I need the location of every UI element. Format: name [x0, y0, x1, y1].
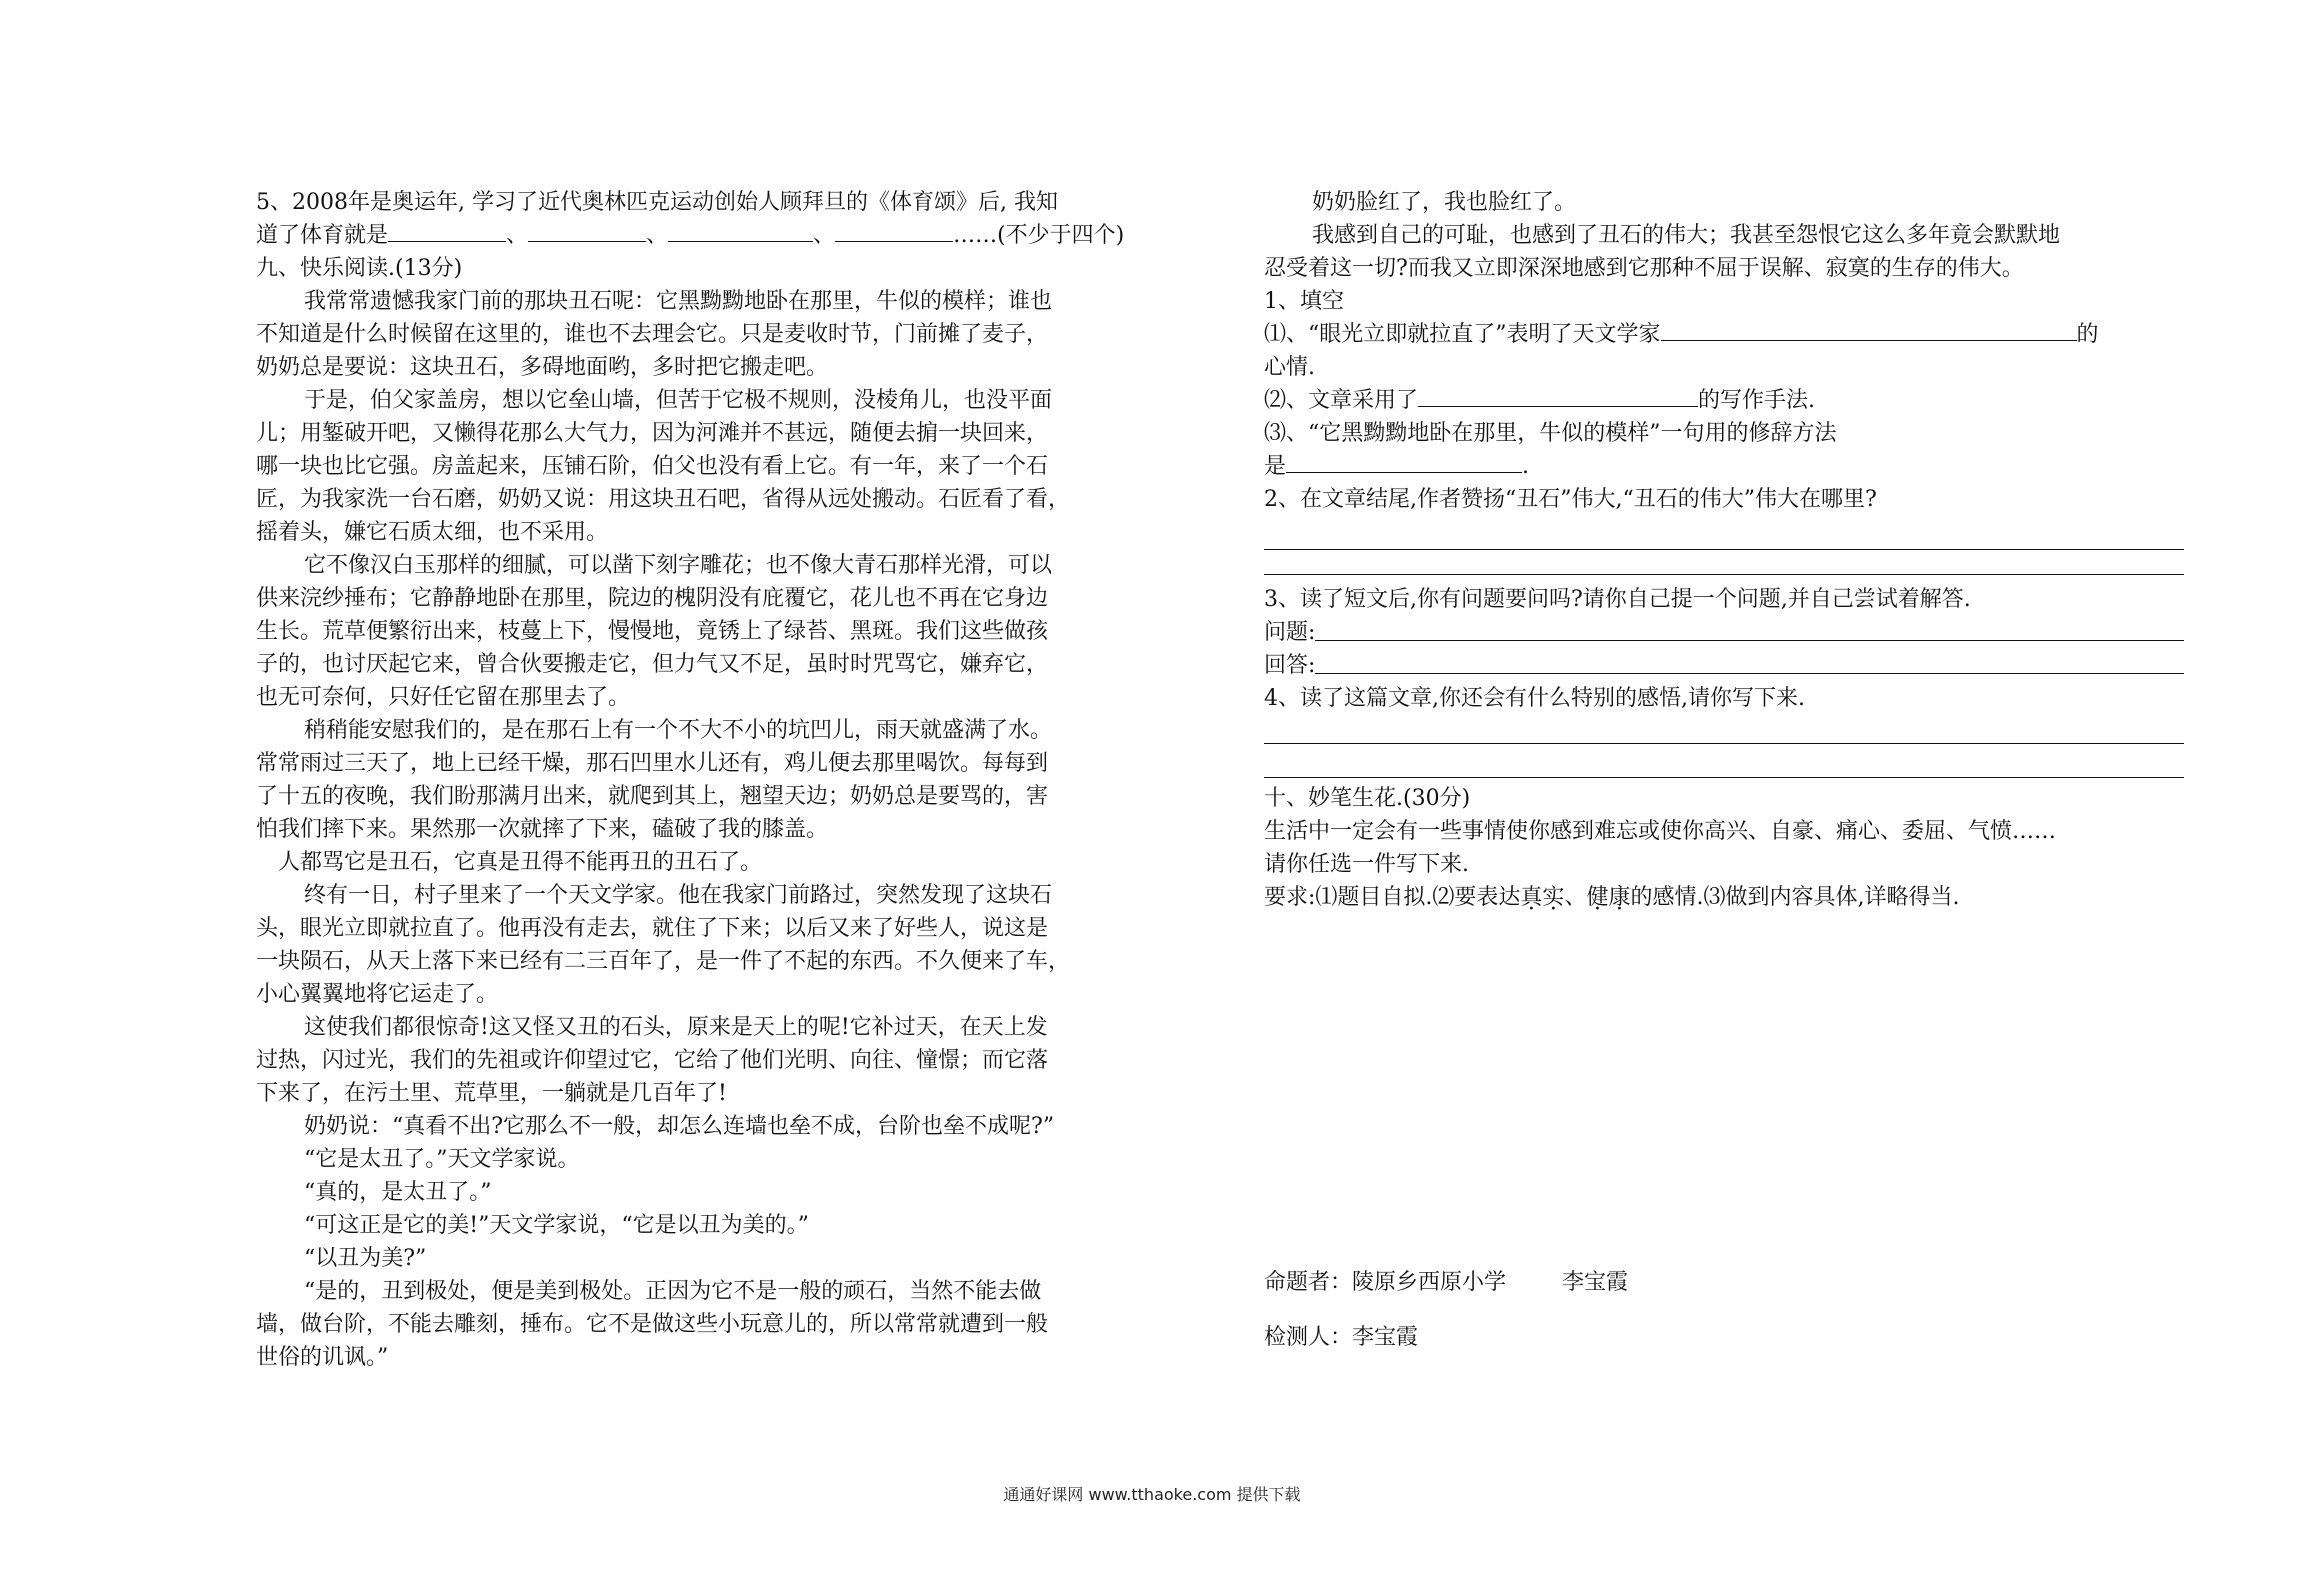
passage-line: 匠，为我家洗一台石磨，奶奶又说：用这块丑石吧，省得从远处搬动。石匠看了看， [256, 487, 1071, 512]
passage-line: “以丑为美?” [304, 1246, 427, 1271]
passage-line: 过热，闪过光，我们的先祖或许仰望过它，它给了他们光明、向往、憧憬；而它落 [256, 1048, 1049, 1073]
passage-line: 也无可奈何，只好任它留在那里去了。 [256, 685, 631, 710]
req-mid: 、 [1564, 885, 1587, 910]
q5-blank-2[interactable] [528, 219, 646, 242]
q2-answer-line-2[interactable] [1264, 550, 2184, 575]
q1-1-blank[interactable] [1661, 318, 2077, 341]
req-part2: 的感情.⑶做到内容具体,详略得当. [1630, 885, 1960, 910]
story-end-2: 我感到自己的可耻，也感到了丑石的伟大；我甚至怨恨它这么多年竟会默默地 [1312, 223, 2061, 248]
passage-line: 奶奶总是要说：这块丑石，多碍地面哟，多时把它搬走吧。 [256, 355, 829, 380]
passage-line: 摇着头，嫌它石质太细，也不采用。 [256, 520, 609, 545]
passage-line: 这使我们都很惊奇!这又怪又丑的石头，原来是天上的呢!它补过天，在天上发 [304, 1015, 1048, 1040]
q5-suffix: ……(不少于四个) [953, 223, 1125, 248]
q5-blank-4[interactable] [835, 219, 953, 242]
q2-answer-line-1[interactable] [1264, 516, 2184, 550]
q5-sep: 、 [646, 223, 669, 248]
passage-line: 于是，伯父家盖房，想以它垒山墙，但苦于它极不规则，没棱角儿，也没平面 [304, 388, 1053, 413]
author-line [1264, 1266, 1628, 1299]
q5-sep: 、 [506, 223, 529, 248]
q1-title: 1、填空 [1264, 289, 1344, 314]
q1-1-text: ⑴、“眼光立即就拉直了”表明了天文学家 [1264, 322, 1661, 347]
q3-answer-label: 回答: [1264, 653, 1316, 678]
q2-text: 2、在文章结尾,作者赞扬“丑石”伟大,“丑石的伟大”伟大在哪里? [1264, 487, 1877, 512]
q1-3-answer [1264, 450, 2184, 483]
right-column [1264, 186, 2184, 914]
req-emph: 实 [1542, 885, 1565, 910]
q1-2-suffix: 的写作手法. [1698, 388, 1816, 413]
story-end-1: 奶奶脸红了，我也脸红了。 [1312, 190, 1577, 215]
q4-answer-line-1[interactable] [1264, 715, 2184, 744]
passage-line: 一块陨石，从天上落下来已经有二三百年了，是一件了不起的东西。不久便来了车， [256, 949, 1071, 974]
q5-sep: 、 [813, 223, 836, 248]
passage-line: 我常常遗憾我家门前的那块丑石呢：它黑黝黝地卧在那里，牛似的模样；谁也 [304, 289, 1053, 314]
passage-line: 不知道是什么时候留在这里的，谁也不去理会它。只是麦收时节，门前摊了麦子， [256, 322, 1049, 347]
story-end-3: 忍受着这一切?而我又立即深深地感到它那种不屈于误解、寂寞的生存的伟大。 [1264, 256, 2024, 281]
q1-3-blank[interactable] [1286, 450, 1522, 473]
passage-line: 儿；用錾破开吧，又懒得花那么大气力，因为河滩并不甚远，随便去掮一块回来， [256, 421, 1049, 446]
section9-title: 九、快乐阅读.(13分) [256, 256, 463, 281]
req-emph: 康 [1608, 885, 1631, 910]
passage-line: 稍稍能安慰我们的，是在那石上有一个不大不小的坑凹儿，雨天就盛满了水。 [304, 718, 1053, 743]
passage-line: 人都骂它是丑石，它真是丑得不能再丑的丑石了。 [278, 850, 763, 875]
q1-3-suffix: . [1522, 454, 1530, 479]
passage-line: 怕我们摔下来。果然那一次就摔了下来，磕破了我的膝盖。 [256, 817, 829, 842]
q1-1-suffix: 的 [2076, 322, 2099, 347]
passage-line: “真的，是太丑了。” [304, 1180, 492, 1205]
author-label: 命题者：陵原乡西原小学 [1264, 1270, 1507, 1295]
requirements [1264, 881, 2184, 914]
passage-line: 哪一块也比它强。房盖起来，压铺石阶，伯父也没有看上它。有一年，来了一个石 [256, 454, 1049, 479]
q5-prefix: 道了体育就是 [256, 223, 389, 248]
q4-text: 4、读了这篇文章,你还会有什么特别的感悟,请你写下来. [1264, 686, 1805, 711]
q5-line2 [256, 219, 1176, 252]
passage-line: 世俗的讥讽。” [256, 1345, 389, 1370]
passage-line: “是的，丑到极处，便是美到极处。正因为它不是一般的顽石，当然不能去做 [304, 1279, 1042, 1304]
req-emph: 健 [1586, 885, 1609, 910]
q1-2 [1264, 384, 2184, 417]
passage-line: 子的，也讨厌起它来，曾合伙要搬走它，但力气又不足，虽时时咒骂它，嫌弃它， [256, 652, 1049, 677]
q1-2-blank[interactable] [1418, 384, 1698, 407]
passage-line: “它是太丑了。”天文学家说。 [304, 1147, 580, 1172]
q1-2-prefix: ⑵、文章采用了 [1264, 388, 1419, 413]
section10-title: 十、妙笔生花.(30分) [1264, 786, 1471, 811]
passage-line: 终有一日，村子里来了一个天文学家。他在我家门前路过，突然发现了这块石 [304, 883, 1053, 908]
section10-line1: 生活中一定会有一些事情使你感到难忘或使你高兴、自豪、痛心、委屈、气愤…… [1264, 819, 2057, 844]
checker-line: 检测人：李宝霞 [1264, 1325, 1419, 1350]
q5-blank-3[interactable] [668, 219, 813, 242]
passage-line: 常常雨过三天了，地上已经干燥，那石凹里水儿还有，鸡儿便去那里喝饮。每每到 [256, 751, 1049, 776]
passage-line: 了十五的夜晚，我们盼那满月出来，就爬到其上，翘望天边；奶奶总是要骂的，害 [256, 784, 1049, 809]
passage-line: “可这正是它的美!”天文学家说，“它是以丑为美的。” [304, 1213, 809, 1238]
q5-line1: 5、2008年是奥运年, 学习了近代奥林匹克运动创始人顾拜旦的《体育颂》后, 我知 [256, 190, 1058, 215]
q3-question-label: 问题: [1264, 620, 1316, 645]
left-column [256, 186, 1176, 1374]
q1-3-prefix: 是 [1264, 454, 1287, 479]
passage-line: 墙，做台阶，不能去雕刻，捶布。它不是做这些小玩意儿的，所以常常就遭到一般 [256, 1312, 1049, 1337]
footer: 通通好课网 www.tthaoke.com 提供下载 [1003, 1485, 1301, 1504]
passage-line: 头，眼光立即就拉直了。他再没有走去，就住了下来；以后又来了好些人，说这是 [256, 916, 1049, 941]
req-emph: 真 [1520, 885, 1543, 910]
q3-answer-blank[interactable] [1315, 649, 2184, 674]
reading-passage [256, 285, 1176, 1374]
q3-question-blank[interactable] [1315, 616, 2184, 641]
passage-line: 生长。荒草便繁衍出来，枝蔓上下，慢慢地，竟锈上了绿苔、黑斑。我们这些做孩 [256, 619, 1049, 644]
author-name: 李宝霞 [1562, 1270, 1629, 1295]
passage-line: 奶奶说：“真看不出?它那么不一般，却怎么连墙也垒不成，台阶也垒不成呢?” [304, 1114, 1055, 1139]
passage-line: 它不像汉白玉那样的细腻，可以凿下刻字雕花；也不像大青石那样光滑，可以 [304, 553, 1053, 578]
q5-blank-1[interactable] [388, 219, 506, 242]
passage-line: 供来浣纱捶布；它静静地卧在那里，院边的槐阴没有庇覆它，花儿也不再在它身边 [256, 586, 1049, 611]
q3-text: 3、读了短文后,你有问题要问吗?请你自己提一个问题,并自己尝试着解答. [1264, 587, 1971, 612]
section10-line2: 请你任选一件写下来. [1264, 852, 1469, 877]
q3-question [1264, 616, 2184, 649]
q3-answer [1264, 649, 2184, 682]
q1-1-line2: 心情. [1264, 355, 1315, 380]
req-part1: 要求:⑴题目自拟.⑵要表达 [1264, 885, 1521, 910]
q4-answer-line-2[interactable] [1264, 744, 2184, 778]
q1-1 [1264, 318, 2184, 351]
passage-line: 下来了，在污土里、荒草里，一躺就是几百年了! [256, 1081, 727, 1106]
passage-line: 小心翼翼地将它运走了。 [256, 982, 499, 1007]
q1-3: ⑶、“它黑黝黝地卧在那里，牛似的模样”一句用的修辞方法 [1264, 421, 1837, 446]
